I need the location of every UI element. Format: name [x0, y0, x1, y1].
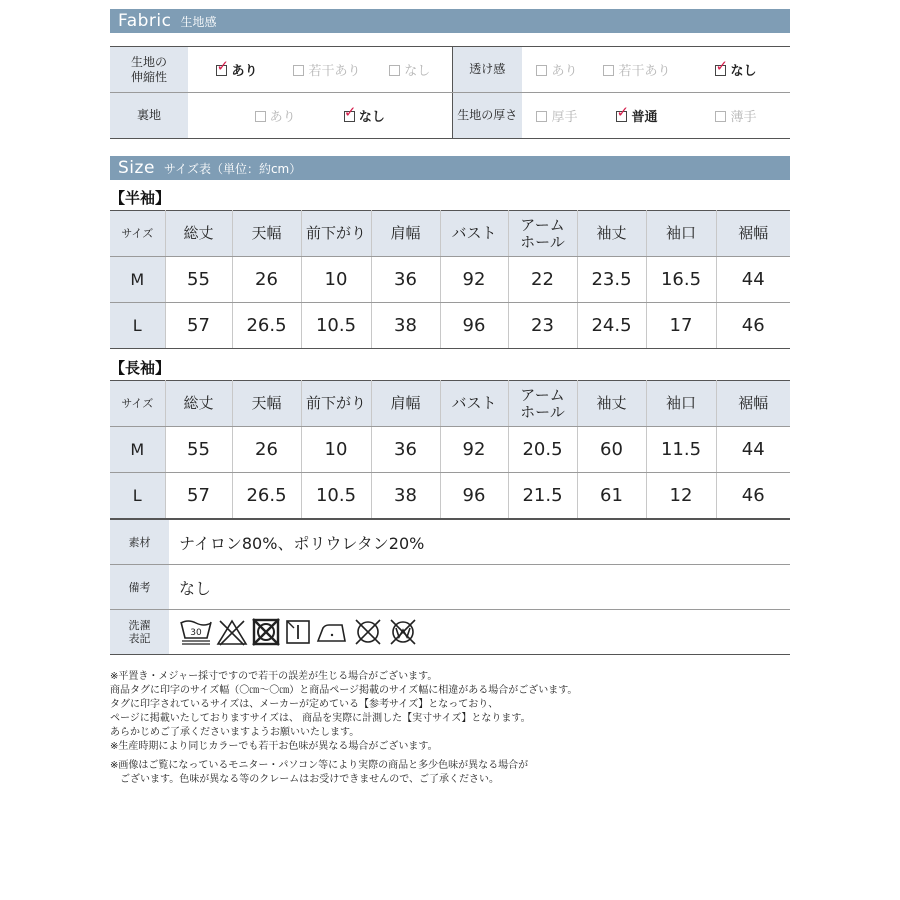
table-cell: 10.5: [301, 303, 371, 349]
checkbox-icon: [616, 111, 627, 122]
column-header: アーム ホール: [508, 211, 577, 257]
column-header: 袖丈: [577, 211, 646, 257]
column-header: 肩幅: [371, 381, 440, 427]
note-line: ページに掲載いたしておりますサイズは、 商品を実際に計測した【実寸サイズ】となります。: [110, 713, 531, 724]
table-cell: 92: [440, 427, 508, 473]
table-cell: 44: [716, 257, 790, 303]
table-row: [110, 257, 790, 303]
lining-options: あり ✓ なし: [188, 93, 452, 139]
sheer-option-yes: あり: [522, 47, 592, 93]
table-row: [110, 303, 790, 349]
fabric-title-ja: 生地感: [180, 14, 217, 29]
stretch-option-no: なし: [368, 47, 452, 93]
table-cell: 57: [165, 303, 232, 349]
table-cell: 11.5: [646, 427, 716, 473]
checkbox-icon: [536, 111, 547, 122]
long-sleeve-title: 【長袖】: [110, 359, 171, 377]
table-cell: 10.5: [301, 473, 371, 519]
checkbox-icon: [293, 65, 304, 76]
note-line: あらかじめご了承くださいますようお願いいたします。: [110, 727, 360, 738]
table-cell: 16.5: [646, 257, 716, 303]
short-sleeve-size-table: [110, 210, 790, 349]
table-cell: 26: [232, 257, 301, 303]
table-cell: 21.5: [508, 473, 577, 519]
column-header: 前下がり: [301, 381, 371, 427]
table-cell: 44: [716, 427, 790, 473]
table-cell: 36: [371, 427, 440, 473]
table-cell: 46: [716, 473, 790, 519]
column-header: 裾幅: [716, 211, 790, 257]
size-label: L: [110, 303, 165, 349]
column-header: 袖口: [646, 211, 716, 257]
lining-label: 裏地: [110, 93, 188, 139]
care-symbols: [169, 610, 790, 655]
table-cell: 20.5: [508, 427, 577, 473]
checkbox-icon: [715, 111, 726, 122]
remarks-value: なし: [169, 565, 790, 610]
remarks-label: 備考: [110, 565, 169, 610]
stretch-option-yes: ✓ あり: [188, 47, 286, 93]
notes: [110, 670, 790, 787]
column-header: 前下がり: [301, 211, 371, 257]
size-label: M: [110, 257, 165, 303]
table-cell: 38: [371, 473, 440, 519]
no-dry-clean-icon: [352, 617, 384, 647]
note-line: ございます。色味が異なる等のクレームはお受けできませんので、ご了承ください。: [110, 774, 499, 785]
header-size: サイズ: [110, 211, 165, 257]
column-header: 袖丈: [577, 381, 646, 427]
note-line: タグに印字されているサイズは、メーカーが定めている【参考サイズ】となっており、: [110, 699, 499, 710]
stretch-label: 生地の 伸縮性: [110, 47, 188, 93]
size-label: L: [110, 473, 165, 519]
table-cell: 96: [440, 303, 508, 349]
column-header: 総丈: [165, 381, 232, 427]
column-header: バスト: [440, 381, 508, 427]
checkbox-icon: [715, 65, 726, 76]
checkbox-icon: [603, 65, 614, 76]
fabric-section-header: [110, 9, 790, 33]
column-header: アーム ホール: [508, 381, 577, 427]
size-title-ja: サイズ表（単位：約cm）: [163, 161, 302, 176]
table-cell: 23: [508, 303, 577, 349]
sheer-label: 透け感: [452, 47, 522, 93]
table-row: [110, 473, 790, 519]
fabric-table: [110, 46, 790, 139]
size-section-header: [110, 156, 790, 180]
column-header: 裾幅: [716, 381, 790, 427]
checkbox-icon: [216, 65, 227, 76]
table-cell: 61: [577, 473, 646, 519]
note-line: ※生産時期により同じカラーでも若干お色味が異なる場合がございます。: [110, 741, 438, 752]
column-header: 肩幅: [371, 211, 440, 257]
thickness-option-normal: ✓ 普通: [592, 93, 682, 139]
sheer-option-slight: 若干あり: [592, 47, 682, 93]
thickness-label: 生地の厚さ: [452, 93, 522, 139]
sheer-option-no: ✓ なし: [682, 47, 790, 93]
wash-temp: 30: [190, 628, 202, 638]
header-size: サイズ: [110, 381, 165, 427]
checkbox-icon: [255, 111, 266, 122]
table-cell: 10: [301, 257, 371, 303]
note-line: ※画像はご覧になっているモニター・パソコン等により実際の商品と多少色味が異なる場合が: [110, 760, 529, 771]
checkbox-icon: [536, 65, 547, 76]
table-cell: 60: [577, 427, 646, 473]
table-cell: 12: [646, 473, 716, 519]
long-sleeve-size-table: [110, 380, 790, 519]
material-value: ナイロン80%、ポリウレタン20%: [169, 520, 790, 565]
table-cell: 17: [646, 303, 716, 349]
column-header: 袖口: [646, 381, 716, 427]
table-cell: 36: [371, 257, 440, 303]
table-cell: 38: [371, 303, 440, 349]
table-cell: 55: [165, 427, 232, 473]
note-line: 商品タグに印字のサイズ幅（〇㎝〜〇㎝）と商品ページ掲載のサイズ幅に相違がある場合がございます。: [110, 685, 578, 696]
stretch-option-slight: 若干あり: [286, 47, 368, 93]
thickness-option-thick: 厚手: [522, 93, 592, 139]
table-cell: 46: [716, 303, 790, 349]
short-sleeve-title: 【半袖】: [110, 189, 171, 207]
no-bleach-icon: [216, 617, 248, 647]
material-info-table: [110, 519, 790, 655]
size-label: M: [110, 427, 165, 473]
table-cell: 92: [440, 257, 508, 303]
table-cell: 23.5: [577, 257, 646, 303]
thickness-option-thin: 薄手: [682, 93, 790, 139]
column-header: バスト: [440, 211, 508, 257]
table-cell: 96: [440, 473, 508, 519]
table-cell: 26: [232, 427, 301, 473]
table-cell: 24.5: [577, 303, 646, 349]
table-cell: 26.5: [232, 473, 301, 519]
column-header: 天幅: [232, 211, 301, 257]
size-title-en: Size: [118, 158, 155, 178]
no-wet-clean-icon: [387, 617, 419, 647]
line-dry-shade-icon: [284, 617, 312, 647]
table-cell: 26.5: [232, 303, 301, 349]
checkbox-icon: [389, 65, 400, 76]
column-header: 天幅: [232, 381, 301, 427]
table-cell: 57: [165, 473, 232, 519]
care-label: 洗濯 表記: [110, 610, 169, 655]
wash-30-icon: [179, 616, 213, 648]
checkbox-icon: [344, 111, 355, 122]
material-label: 素材: [110, 520, 169, 565]
iron-low-icon: [315, 617, 349, 647]
table-row: [110, 427, 790, 473]
table-cell: 55: [165, 257, 232, 303]
column-header: 総丈: [165, 211, 232, 257]
fabric-title-en: Fabric: [118, 11, 172, 31]
note-line: ※平置き・メジャー採寸ですので若干の誤差が生じる場合がございます。: [110, 671, 438, 682]
table-cell: 22: [508, 257, 577, 303]
table-cell: 10: [301, 427, 371, 473]
no-tumble-dry-icon: [251, 617, 281, 647]
